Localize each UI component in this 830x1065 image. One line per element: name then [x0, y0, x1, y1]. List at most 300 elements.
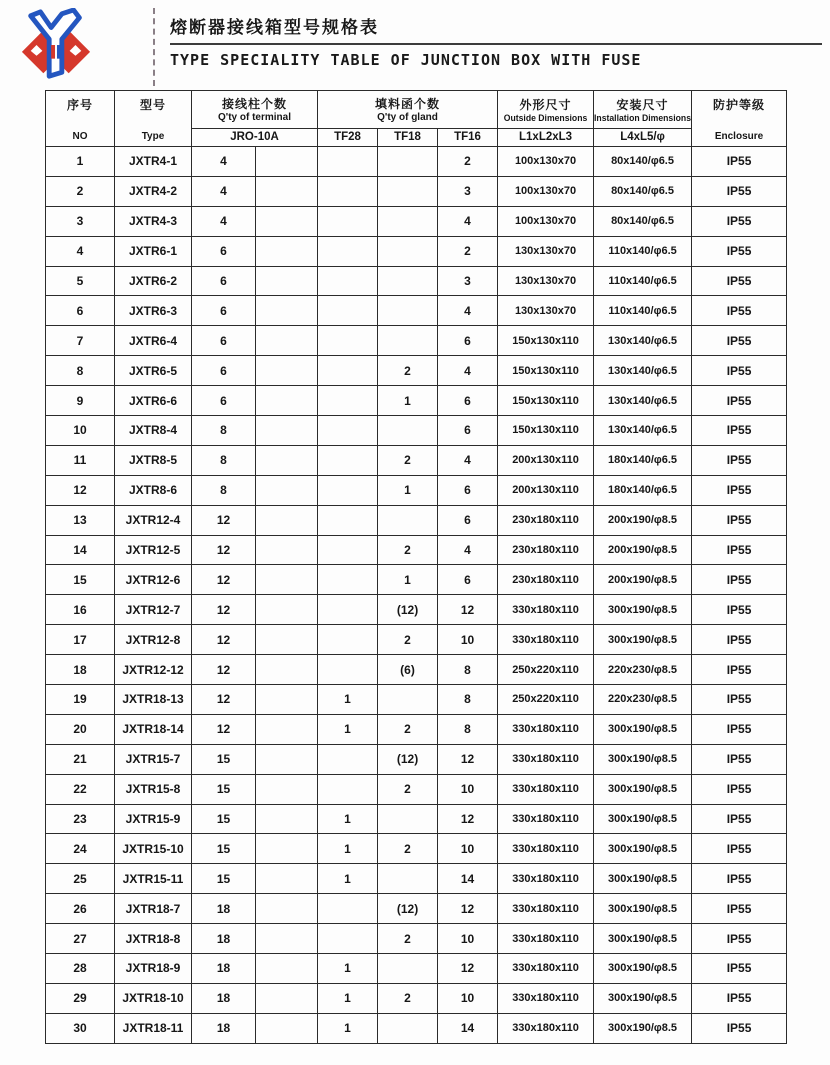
cell-terminal: 8	[192, 416, 256, 446]
cell-tf18	[378, 416, 438, 446]
cell-install: 130x140/φ6.5	[594, 386, 692, 416]
cell-enclosure: IP55	[692, 1013, 787, 1043]
table-row	[46, 416, 787, 446]
table-row	[46, 356, 787, 386]
cell-type: JXTR18-8	[115, 924, 192, 954]
cell-outside: 130x130x70	[498, 266, 594, 296]
cell-type: JXTR15-11	[115, 864, 192, 894]
cell-terminal_b	[256, 954, 318, 984]
cell-type: JXTR6-1	[115, 236, 192, 266]
cell-outside: 230x180x110	[498, 535, 594, 565]
cell-enclosure: IP55	[692, 625, 787, 655]
cell-tf18: 2	[378, 924, 438, 954]
cell-tf18: 2	[378, 445, 438, 475]
table-row	[46, 565, 787, 595]
cell-install: 300x190/φ8.5	[594, 894, 692, 924]
cell-tf28	[318, 326, 378, 356]
cell-enclosure: IP55	[692, 266, 787, 296]
cell-tf16: 2	[438, 147, 498, 177]
table-row	[46, 894, 787, 924]
cell-terminal: 12	[192, 655, 256, 685]
cell-install: 130x140/φ6.5	[594, 416, 692, 446]
cell-install: 220x230/φ8.5	[594, 655, 692, 685]
cell-tf16: 10	[438, 924, 498, 954]
cell-tf28	[318, 774, 378, 804]
cell-no: 4	[46, 236, 115, 266]
cell-outside: 330x180x110	[498, 894, 594, 924]
cell-no: 5	[46, 266, 115, 296]
cell-tf18	[378, 804, 438, 834]
cell-tf16: 3	[438, 176, 498, 206]
cell-type: JXTR8-5	[115, 445, 192, 475]
cell-outside: 150x130x110	[498, 356, 594, 386]
cell-terminal: 6	[192, 236, 256, 266]
cell-enclosure: IP55	[692, 236, 787, 266]
cell-tf16: 8	[438, 714, 498, 744]
cell-tf28: 1	[318, 714, 378, 744]
cell-terminal_b	[256, 864, 318, 894]
cell-enclosure: IP55	[692, 296, 787, 326]
cell-tf16: 6	[438, 565, 498, 595]
cell-enclosure: IP55	[692, 565, 787, 595]
col-header-terminal-cn: 接线柱个数	[222, 97, 288, 112]
cell-terminal: 18	[192, 894, 256, 924]
cell-tf18: (6)	[378, 655, 438, 685]
cell-no: 9	[46, 386, 115, 416]
cell-install: 80x140/φ6.5	[594, 147, 692, 177]
cell-tf28	[318, 356, 378, 386]
cell-outside: 330x180x110	[498, 834, 594, 864]
cell-terminal: 12	[192, 625, 256, 655]
col-header-no-en: NO	[72, 131, 88, 142]
cell-tf16: 6	[438, 416, 498, 446]
cell-outside: 230x180x110	[498, 505, 594, 535]
cell-no: 15	[46, 565, 115, 595]
cell-tf16: 12	[438, 595, 498, 625]
cell-terminal_b	[256, 924, 318, 954]
cell-no: 22	[46, 774, 115, 804]
cell-install: 300x190/φ8.5	[594, 595, 692, 625]
cell-outside: 330x180x110	[498, 983, 594, 1013]
cell-enclosure: IP55	[692, 685, 787, 715]
cell-enclosure: IP55	[692, 864, 787, 894]
cell-no: 3	[46, 206, 115, 236]
cell-enclosure: IP55	[692, 655, 787, 685]
cell-install: 300x190/φ8.5	[594, 924, 692, 954]
cell-install: 110x140/φ6.5	[594, 296, 692, 326]
cell-tf18	[378, 206, 438, 236]
col-header-enclosure-en: Enclosure	[714, 131, 764, 142]
cell-tf28	[318, 236, 378, 266]
cell-no: 8	[46, 356, 115, 386]
cell-install: 200x190/φ8.5	[594, 505, 692, 535]
cell-tf28	[318, 296, 378, 326]
cell-no: 30	[46, 1013, 115, 1043]
cell-tf16: 6	[438, 505, 498, 535]
col-header-no	[46, 91, 115, 147]
cell-tf16: 6	[438, 326, 498, 356]
header-divider	[153, 8, 155, 86]
col-header-no-cn: 序号	[66, 98, 93, 112]
cell-tf18: 2	[378, 714, 438, 744]
cell-tf18: 2	[378, 535, 438, 565]
cell-terminal: 12	[192, 714, 256, 744]
cell-no: 16	[46, 595, 115, 625]
cell-enclosure: IP55	[692, 206, 787, 236]
col-header-type-cn: 型号	[139, 98, 166, 112]
cell-install: 200x190/φ8.5	[594, 565, 692, 595]
cell-tf16: 12	[438, 894, 498, 924]
cell-tf16: 10	[438, 983, 498, 1013]
cell-type: JXTR8-6	[115, 475, 192, 505]
cell-terminal_b	[256, 416, 318, 446]
cell-tf28	[318, 625, 378, 655]
cell-terminal: 15	[192, 744, 256, 774]
cell-type: JXTR6-4	[115, 326, 192, 356]
cell-type: JXTR6-6	[115, 386, 192, 416]
cell-install: 300x190/φ8.5	[594, 1013, 692, 1043]
col-header-outside-cn: 外形尺寸	[519, 97, 572, 112]
table-row	[46, 655, 787, 685]
cell-type: JXTR12-6	[115, 565, 192, 595]
cell-terminal: 12	[192, 685, 256, 715]
cell-outside: 200x130x110	[498, 475, 594, 505]
cell-tf18: 2	[378, 356, 438, 386]
col-header-type	[115, 91, 192, 147]
cell-no: 14	[46, 535, 115, 565]
table-row	[46, 475, 787, 505]
cell-outside: 130x130x70	[498, 296, 594, 326]
cell-terminal: 8	[192, 475, 256, 505]
col-header-terminal	[192, 91, 318, 129]
subcol-header-l1l2l3: L1xL2xL3	[498, 128, 594, 146]
cell-type: JXTR12-8	[115, 625, 192, 655]
cell-terminal: 4	[192, 176, 256, 206]
cell-no: 27	[46, 924, 115, 954]
cell-outside: 330x180x110	[498, 804, 594, 834]
cell-tf28: 1	[318, 685, 378, 715]
cell-tf18: 2	[378, 834, 438, 864]
cell-terminal: 18	[192, 954, 256, 984]
cell-tf28: 1	[318, 864, 378, 894]
cell-type: JXTR6-3	[115, 296, 192, 326]
cell-tf16: 4	[438, 206, 498, 236]
cell-no: 23	[46, 804, 115, 834]
cell-no: 28	[46, 954, 115, 984]
cell-terminal_b	[256, 685, 318, 715]
cell-tf16: 6	[438, 386, 498, 416]
cell-type: JXTR15-10	[115, 834, 192, 864]
cell-terminal_b	[256, 834, 318, 864]
cell-tf16: 8	[438, 685, 498, 715]
table-row	[46, 326, 787, 356]
cell-terminal_b	[256, 236, 318, 266]
cell-terminal: 18	[192, 1013, 256, 1043]
cell-outside: 330x180x110	[498, 774, 594, 804]
table-row	[46, 386, 787, 416]
table-row	[46, 685, 787, 715]
cell-no: 2	[46, 176, 115, 206]
cell-terminal_b	[256, 625, 318, 655]
cell-outside: 330x180x110	[498, 924, 594, 954]
table-row	[46, 266, 787, 296]
cell-terminal_b	[256, 774, 318, 804]
cell-tf28	[318, 595, 378, 625]
cell-no: 19	[46, 685, 115, 715]
cell-install: 300x190/φ8.5	[594, 625, 692, 655]
cell-outside: 330x180x110	[498, 714, 594, 744]
cell-outside: 150x130x110	[498, 416, 594, 446]
cell-terminal_b	[256, 386, 318, 416]
cell-terminal: 12	[192, 565, 256, 595]
cell-enclosure: IP55	[692, 445, 787, 475]
cell-tf28	[318, 176, 378, 206]
cell-terminal: 4	[192, 206, 256, 236]
cell-tf18: (12)	[378, 595, 438, 625]
col-header-gland	[318, 91, 498, 129]
cell-install: 80x140/φ6.5	[594, 176, 692, 206]
cell-tf18: 2	[378, 625, 438, 655]
cell-enclosure: IP55	[692, 475, 787, 505]
cell-tf18	[378, 266, 438, 296]
cell-type: JXTR12-7	[115, 595, 192, 625]
spec-table	[45, 90, 787, 1044]
cell-terminal_b	[256, 147, 318, 177]
cell-tf16: 8	[438, 655, 498, 685]
cell-tf28	[318, 744, 378, 774]
table-row	[46, 625, 787, 655]
cell-terminal: 15	[192, 864, 256, 894]
cell-type: JXTR18-13	[115, 685, 192, 715]
cell-outside: 100x130x70	[498, 147, 594, 177]
cell-type: JXTR6-2	[115, 266, 192, 296]
cell-outside: 330x180x110	[498, 954, 594, 984]
table-row	[46, 983, 787, 1013]
cell-terminal_b	[256, 326, 318, 356]
cell-tf18	[378, 326, 438, 356]
table-row	[46, 924, 787, 954]
table-row	[46, 804, 787, 834]
company-logo-icon	[19, 8, 93, 84]
cell-terminal_b	[256, 1013, 318, 1043]
table-row	[46, 954, 787, 984]
cell-terminal: 6	[192, 326, 256, 356]
subcol-header-l4l5: L4xL5/φ	[594, 128, 692, 146]
table-row	[46, 176, 787, 206]
cell-terminal: 12	[192, 535, 256, 565]
table-row	[46, 1013, 787, 1043]
subcol-header-tf16: TF16	[438, 128, 498, 146]
cell-enclosure: IP55	[692, 714, 787, 744]
cell-outside: 100x130x70	[498, 206, 594, 236]
cell-no: 7	[46, 326, 115, 356]
cell-terminal_b	[256, 894, 318, 924]
cell-outside: 250x220x110	[498, 685, 594, 715]
cell-install: 110x140/φ6.5	[594, 236, 692, 266]
cell-tf16: 10	[438, 625, 498, 655]
cell-install: 300x190/φ8.5	[594, 744, 692, 774]
table-row	[46, 714, 787, 744]
cell-tf16: 4	[438, 296, 498, 326]
cell-tf18	[378, 954, 438, 984]
cell-enclosure: IP55	[692, 595, 787, 625]
col-header-install-en: Installation Dimensions	[594, 112, 692, 123]
cell-type: JXTR18-10	[115, 983, 192, 1013]
cell-terminal_b	[256, 475, 318, 505]
cell-install: 300x190/φ8.5	[594, 864, 692, 894]
cell-terminal_b	[256, 356, 318, 386]
cell-outside: 100x130x70	[498, 176, 594, 206]
cell-enclosure: IP55	[692, 505, 787, 535]
cell-enclosure: IP55	[692, 894, 787, 924]
cell-tf28	[318, 445, 378, 475]
header-titles	[170, 13, 822, 69]
cell-enclosure: IP55	[692, 147, 787, 177]
cell-no: 17	[46, 625, 115, 655]
cell-enclosure: IP55	[692, 176, 787, 206]
cell-type: JXTR18-7	[115, 894, 192, 924]
cell-tf18	[378, 1013, 438, 1043]
cell-terminal_b	[256, 535, 318, 565]
cell-tf28: 1	[318, 954, 378, 984]
subcol-header-tf28: TF28	[318, 128, 378, 146]
cell-install: 180x140/φ6.5	[594, 475, 692, 505]
cell-install: 300x190/φ8.5	[594, 834, 692, 864]
cell-tf16: 2	[438, 236, 498, 266]
cell-terminal: 6	[192, 386, 256, 416]
cell-terminal_b	[256, 176, 318, 206]
cell-terminal_b	[256, 595, 318, 625]
cell-tf16: 12	[438, 954, 498, 984]
cell-install: 130x140/φ6.5	[594, 326, 692, 356]
table-row	[46, 147, 787, 177]
cell-install: 220x230/φ8.5	[594, 685, 692, 715]
col-header-install-cn: 安装尺寸	[616, 97, 669, 112]
cell-no: 13	[46, 505, 115, 535]
cell-enclosure: IP55	[692, 326, 787, 356]
cell-tf18	[378, 685, 438, 715]
cell-tf18: 1	[378, 386, 438, 416]
col-header-enclosure	[692, 91, 787, 147]
cell-tf28	[318, 147, 378, 177]
cell-tf18	[378, 864, 438, 894]
cell-tf18: 2	[378, 774, 438, 804]
table-row	[46, 535, 787, 565]
table-row	[46, 834, 787, 864]
table-row	[46, 296, 787, 326]
cell-no: 18	[46, 655, 115, 685]
col-header-terminal-en: Q'ty of terminal	[218, 112, 291, 124]
cell-tf28	[318, 505, 378, 535]
cell-install: 110x140/φ6.5	[594, 266, 692, 296]
cell-no: 24	[46, 834, 115, 864]
cell-tf28	[318, 266, 378, 296]
cell-tf18	[378, 147, 438, 177]
cell-tf18: (12)	[378, 744, 438, 774]
cell-no: 26	[46, 894, 115, 924]
cell-tf16: 4	[438, 356, 498, 386]
cell-tf18: 2	[378, 983, 438, 1013]
cell-no: 1	[46, 147, 115, 177]
cell-tf18	[378, 176, 438, 206]
cell-install: 80x140/φ6.5	[594, 206, 692, 236]
cell-terminal_b	[256, 655, 318, 685]
cell-type: JXTR12-5	[115, 535, 192, 565]
cell-terminal: 12	[192, 505, 256, 535]
company-logo	[19, 8, 93, 84]
page-title-en: TYPE SPECIALITY TABLE OF JUNCTION BOX WITH FUSE	[170, 51, 642, 69]
table-row	[46, 595, 787, 625]
cell-tf18: (12)	[378, 894, 438, 924]
cell-type: JXTR15-9	[115, 804, 192, 834]
cell-tf28	[318, 535, 378, 565]
cell-enclosure: IP55	[692, 356, 787, 386]
cell-outside: 330x180x110	[498, 595, 594, 625]
cell-terminal: 15	[192, 804, 256, 834]
cell-no: 6	[46, 296, 115, 326]
cell-no: 11	[46, 445, 115, 475]
cell-terminal_b	[256, 206, 318, 236]
cell-install: 180x140/φ6.5	[594, 445, 692, 475]
cell-type: JXTR4-3	[115, 206, 192, 236]
cell-terminal_b	[256, 505, 318, 535]
cell-terminal_b	[256, 296, 318, 326]
cell-tf28	[318, 894, 378, 924]
table-row	[46, 445, 787, 475]
cell-outside: 230x180x110	[498, 565, 594, 595]
cell-terminal: 6	[192, 356, 256, 386]
cell-enclosure: IP55	[692, 744, 787, 774]
cell-enclosure: IP55	[692, 386, 787, 416]
cell-outside: 150x130x110	[498, 386, 594, 416]
cell-no: 25	[46, 864, 115, 894]
spec-table-header	[46, 91, 787, 147]
cell-enclosure: IP55	[692, 416, 787, 446]
cell-type: JXTR8-4	[115, 416, 192, 446]
cell-outside: 200x130x110	[498, 445, 594, 475]
table-row	[46, 505, 787, 535]
cell-tf18	[378, 236, 438, 266]
cell-outside: 130x130x70	[498, 236, 594, 266]
cell-install: 300x190/φ8.5	[594, 774, 692, 804]
cell-tf28: 1	[318, 1013, 378, 1043]
col-header-outside-en: Outside Dimensions	[503, 112, 588, 123]
cell-type: JXTR4-2	[115, 176, 192, 206]
cell-outside: 250x220x110	[498, 655, 594, 685]
table-row	[46, 774, 787, 804]
col-header-outside	[498, 91, 594, 129]
cell-tf18: 1	[378, 475, 438, 505]
cell-tf28	[318, 416, 378, 446]
cell-install: 200x190/φ8.5	[594, 535, 692, 565]
cell-tf28	[318, 924, 378, 954]
cell-type: JXTR15-7	[115, 744, 192, 774]
cell-install: 300x190/φ8.5	[594, 954, 692, 984]
cell-terminal: 6	[192, 296, 256, 326]
cell-terminal_b	[256, 744, 318, 774]
cell-terminal: 12	[192, 595, 256, 625]
cell-enclosure: IP55	[692, 774, 787, 804]
cell-outside: 330x180x110	[498, 1013, 594, 1043]
cell-terminal: 15	[192, 774, 256, 804]
cell-tf28	[318, 386, 378, 416]
cell-type: JXTR18-9	[115, 954, 192, 984]
cell-terminal: 4	[192, 147, 256, 177]
cell-tf16: 12	[438, 744, 498, 774]
cell-terminal_b	[256, 804, 318, 834]
cell-tf28: 1	[318, 804, 378, 834]
cell-terminal: 15	[192, 834, 256, 864]
